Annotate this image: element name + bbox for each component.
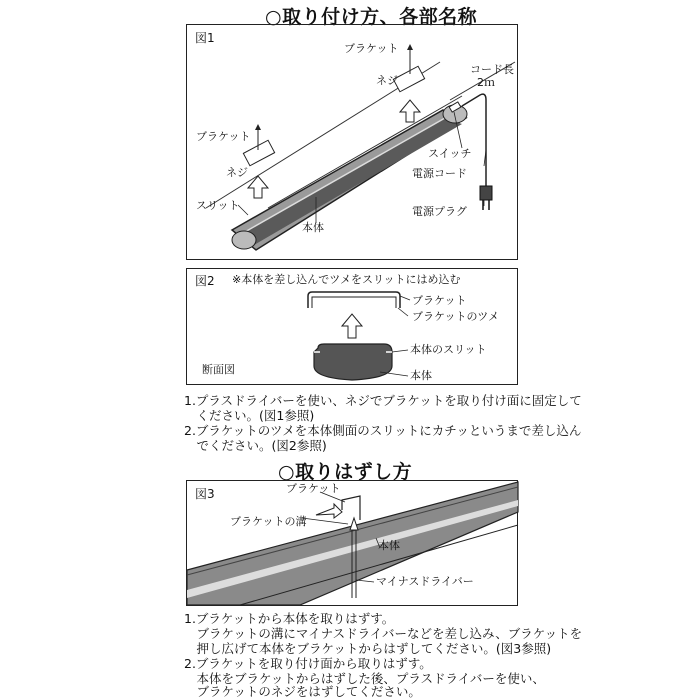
fig3-body-label: 本体 [378,539,400,552]
fig2-section-view-label: 断面図 [202,363,235,376]
fig2-bracket-label: ブラケット [412,294,467,307]
fig1-power-plug-label: 電源プラグ [412,205,467,218]
removal-step-line: 1.ブラケットから本体を取りはずす。 [184,611,395,626]
fig3-bracket-label: ブラケット [286,482,341,495]
instruction-1-line-1: 1.プラスドライバーを使い、ネジでブラケットを取り付け面に固定して [184,393,582,408]
removal-step-line: ブラケットのネジをはずしてください。 [184,684,421,699]
fig1-switch-label: スイッチ [428,147,472,160]
fig1-screw-top-label: ネジ [376,74,398,87]
figure-3-label: 図3 [195,487,215,501]
fig1-bracket-left-label: ブラケット [196,130,251,143]
fig1-body-label: 本体 [302,221,324,234]
removal-step-line: 2.ブラケットを取り付け面から取りはずす。 [184,656,432,671]
fig3-bracket-groove-label: ブラケットの溝 [230,515,307,528]
figure-1-label: 図1 [195,31,215,45]
section-title-installation: ○取り付け方、各部名称 [265,6,478,28]
removal-step-line: 本体をブラケットからはずした後、プラスドライバーを使い、 [184,671,545,686]
fig3-screwdriver-label: マイナスドライバー [376,575,474,588]
section-title-removal: ○取りはずし方 [278,461,413,483]
figure-2-label: 図2 [195,274,215,288]
removal-step-line: 押し広げて本体をブラケットからはずしてください。(図3参照) [184,641,552,656]
fig2-body-slit-label: 本体のスリット [410,343,487,356]
fig1-cord-length-label: コード長 [470,63,514,76]
instruction-1-line-2: ください。(図1参照) [184,408,315,423]
fig2-bracket-claw-label: ブラケットのツメ [412,310,500,323]
fig1-screw-left-label: ネジ [226,166,248,179]
fig1-bracket-top-label: ブラケット [344,42,399,55]
fig2-body-label: 本体 [410,369,432,382]
fig1-cord-length-value: 2ｍ [477,76,495,89]
instruction-2-line-2: でください。(図2参照) [184,438,327,453]
fig1-power-cord-label: 電源コード [412,167,467,180]
instruction-2-line-1: 2.ブラケットのツメを本体側面のスリットにカチッというまで差し込ん [184,423,582,438]
removal-step-line: ブラケットの溝にマイナスドライバーなどを差し込み、ブラケットを [184,626,583,641]
fig1-slit-label: スリット [196,199,240,212]
fig2-note: ※本体を差し込んでツメをスリットにはめ込む [232,273,461,286]
